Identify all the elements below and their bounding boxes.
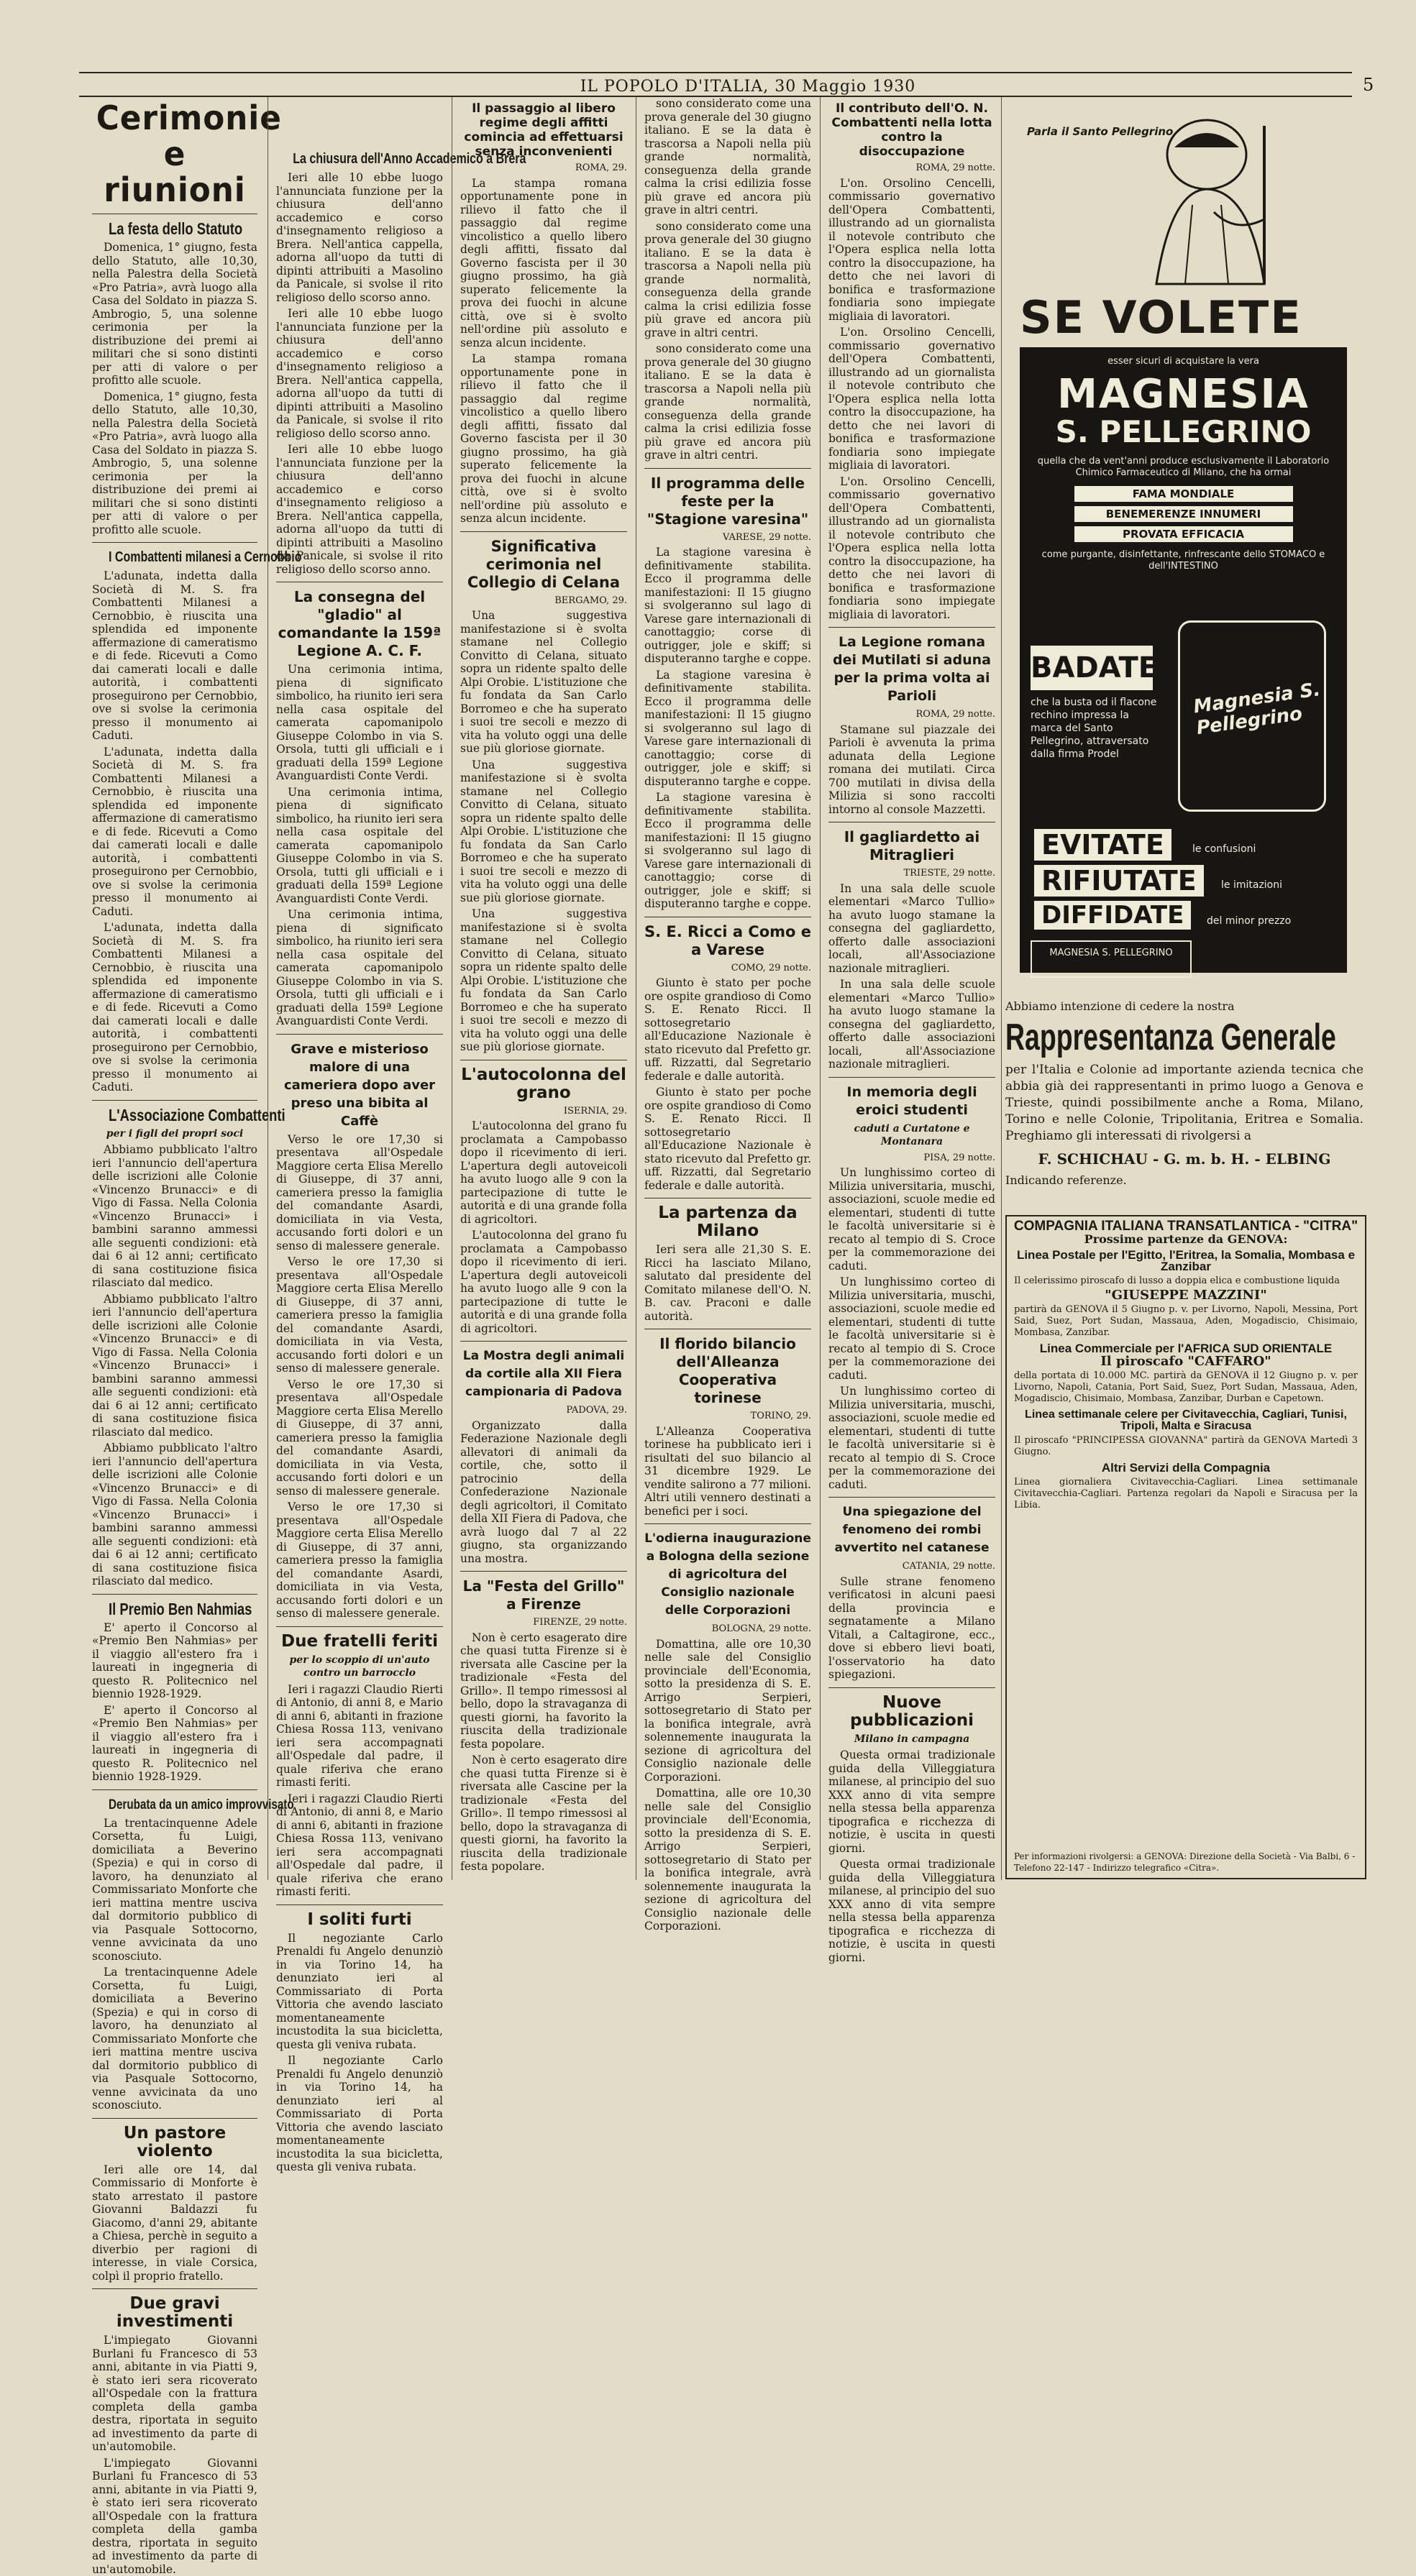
headline: L'Associazione Combattenti xyxy=(109,1106,241,1124)
ad-pill: PROVATA EFFICACIA xyxy=(1074,526,1293,542)
headline: Il programma delle feste per la "Stagione varesina" xyxy=(644,475,811,528)
article-body: La trentacinquenne Adele Corsetta, fu Luigi, domiciliata a Beverino (Spezia) e qui in corso di lavoro, ha denunziato al Commissariato Monforte che ieri mattina mentre usciva dal dormitorio pubblico di via Pasquale Sottocorno, venne avvicinata da uno sconosciuto. xyxy=(92,1966,257,2112)
headline: Derubata da un amico improvvisato xyxy=(109,1796,241,1814)
article-body: La stagione varesina è definitivamente stabilita. Ecco il programma delle manifestazioni: Il 15 giugno si svolgeranno sul lago di Varese gare internazionali di canottaggio; corse di outrigger, jole e skiff; si disputeranno targhe e coppe. xyxy=(644,669,811,789)
article-body: Giunto è stato per poche ore ospite grandioso di Como S. E. Renato Ricci. Il sottosegretario all'Educazione Nazionale è stato ricevuto dal Prefetto gr. uff. Rizzatti, dal Segretario federale e dalle autorità. xyxy=(644,976,811,1083)
column-rule xyxy=(820,97,821,1880)
article-body: Questa ormai tradizionale guida della Villeggiatura milanese, al principio del suo XXX anno di vita sempre nella stessa bella apparenza tipografica e ricchezza di notizie, è uscita in questi giorni. xyxy=(828,1748,995,1855)
citra-text: partirà da GENOVA il 5 Giugno p. v. per Livorno, Napoli, Messina, Port Said, Suez, Port Sudan, Massaua, Aden, Mogadiscio, Chisimaio, Mombasa, Zanzibar. xyxy=(1014,1304,1358,1339)
headline: La consegna del "gladio" al comandante la 159ª Legione A. C. F. xyxy=(276,588,443,660)
dateline: ISERNIA, 29. xyxy=(460,1105,627,1119)
subheadline: caduti a Curtatone e Montanara xyxy=(828,1122,995,1149)
dateline: PISA, 29 notte. xyxy=(828,1152,995,1165)
ad-note: Indicando referenze. xyxy=(1005,1173,1364,1187)
citra-ship: Il piroscafo "CAFFARO" xyxy=(1007,1356,1365,1367)
article-body: L'on. Orsolino Cencelli, commissario governativo dell'Opera Combattenti, illustrando ad un giornalista il notevole contributo che l'Opera esplica nella lotta contro la disoccupazione, ha detto che nei lavori di bonifica e trasformazione fondiaria sono impiegate migliaia di lavoratori. xyxy=(828,326,995,472)
citra-text: Linea giornaliera Civitavecchia-Cagliari. Linea settimanale Civitavecchia-Cagliari. Partenza regolari da Napoli e Siracusa per la Libia. xyxy=(1014,1477,1358,1511)
column-rule xyxy=(1001,97,1002,1880)
article-body: L'adunata, indetta dalla Società di M. S. fra Combattenti Milanesi a Cernobbio, è riuscita una splendida ed imponente affermazione di cameratismo e di fede. Ricevuti a Como dai camerati locali e dalle autorità, i combattenti proseguirono per Cernobbio, ove si svolse la cerimonia presso il monumento ai Caduti. xyxy=(92,569,257,743)
article-body: Un lunghissimo corteo di Milizia universitaria, muschi, associazioni, scuole medie ed elementari, studenti di tutte le facoltà universitarie si è recato al tempio di S. Croce per la commemorazione dei caduti. xyxy=(828,1385,995,1491)
headline: Due fratelli feriti xyxy=(276,1633,443,1651)
ad-pill: BENEMERENZE INNUMERI xyxy=(1074,506,1293,522)
column-1 xyxy=(92,97,257,1880)
article-body: In una sala delle scuole elementari «Marco Tullio» ha avuto luogo stamane la consegna del gagliardetto, offerto dalle associazioni locali, all'Associazione nazionale mitraglieri. xyxy=(828,978,995,1071)
headline: La festa dello Statuto xyxy=(109,220,241,238)
article-body: In una sala delle scuole elementari «Marco Tullio» ha avuto luogo stamane la consegna del gagliardetto, offerto dalle associazioni locali, all'Associazione nazionale mitraglieri. xyxy=(828,882,995,976)
headline: In memoria degli eroici studenti xyxy=(828,1083,995,1119)
article-body: Verso le ore 17,30 si presentava all'Ospedale Maggiore certa Elisa Merello di Giuseppe, di 37 anni, cameriera presso la famiglia del comandante Asardi, domiciliata in via Vesta, accusando forti dolori e un senso di malessere generale. xyxy=(276,1255,443,1375)
headline: Una spiegazione del fenomeno dei rombi avvertito nel catanese xyxy=(828,1503,995,1557)
article-body: Non è certo esagerato dire che quasi tutta Firenze si è riversata alle Cascine per la tradizionale «Festa del Grillo». Il tempo rimessosi al bello, dopo la stravaganza di questi giorni, ha favorito la riuscita della tradizionale festa popolare. xyxy=(460,1631,627,1751)
ad-title: Rappresentanza Generale xyxy=(1005,1017,1264,1058)
headline: La Mostra degli animali da cortile alla XII Fiera campionaria di Padova xyxy=(460,1347,627,1401)
dateline: ROMA, 29. xyxy=(460,162,627,175)
ad-firm: F. SCHICHAU - G. m. b. H. - ELBING xyxy=(1005,1150,1364,1168)
dateline: FIRENZE, 29 notte. xyxy=(460,1616,627,1630)
page-columns xyxy=(92,97,1364,1880)
article-body: L'on. Orsolino Cencelli, commissario governativo dell'Opera Combattenti, illustrando ad un giornalista il notevole contributo che l'Opera esplica nella lotta contro la disoccupazione, ha detto che nei lavori di bonifica e trasformazione fondiaria sono impiegate migliaia di lavoratori. xyxy=(828,177,995,324)
article-body: Verso le ore 17,30 si presentava all'Ospedale Maggiore certa Elisa Merello di Giuseppe, di 37 anni, cameriera presso la famiglia del comandante Asardi, domiciliata in via Vesta, accusando forti dolori e un senso di malessere generale. xyxy=(276,1500,443,1621)
headline: Il gagliardetto ai Mitraglieri xyxy=(828,828,995,864)
article-body: Il negoziante Carlo Prenaldi fu Angelo denunziò in via Torino 14, ha denunziato ieri al Commissariato di Porta Vittoria che avendo lasciato momentaneamente incustodita la sua bicicletta, questa gli veniva rubata. xyxy=(276,1932,443,2052)
article-body: La stampa romana opportunamente pone in rilievo il fatto che il passaggio dal regime vincolistico a quello libero degli affitti, fissato dal Governo fascista per il 30 giugno prossimo, ha già superato felicemente la prova dei fuochi in alcune città, ove si è svolto nell'ordine più assoluto e senza alcun incidente. xyxy=(460,177,627,350)
article-body: Domattina, alle ore 10,30 nelle sale del Consiglio provinciale dell'Economia, sotto la presidenza di S. E. Arrigo Serpieri, sottosegretario di Stato per la bonifica integrale, avrà solennemente inaugurata la sezione di agricoltura del Consiglio nazionale delle Corporazioni. xyxy=(644,1787,811,1933)
citra-ship: "GIUSEPPE MAZZINI" xyxy=(1007,1290,1365,1301)
headline: La Legione romana dei Mutilati si aduna per la prima volta ai Parioli xyxy=(828,633,995,705)
headline: La "Festa del Grillo" a Firenze xyxy=(460,1577,627,1613)
ad-intro: Abbiamo intenzione di cedere la nostra xyxy=(1005,999,1364,1013)
rappresentanza-advertisement xyxy=(1005,999,1364,1187)
headline: I soliti furti xyxy=(276,1911,443,1929)
article-body: Domattina, alle ore 10,30 nelle sale del Consiglio provinciale dell'Economia, sotto la presidenza di S. E. Arrigo Serpieri, sottosegretario di Stato per la bonifica integrale, avrà solennemente inaugurata la sezione di agricoltura del Consiglio nazionale delle Corporazioni. xyxy=(644,1638,811,1784)
dateline: CATANIA, 29 notte. xyxy=(828,1560,995,1574)
subheadline: per i figli dei propri soci xyxy=(92,1127,257,1141)
citra-title: COMPAGNIA ITALIANA TRANSATLANTICA - "CITRA" xyxy=(1007,1221,1365,1232)
ad-tagline: Parla il Santo Pellegrino xyxy=(1027,126,1173,138)
ad-product-box: MAGNESIA S. PELLEGRINO xyxy=(1031,940,1192,978)
ad-diffidate-suffix: del minor prezzo xyxy=(1207,915,1291,927)
article-body: Giunto è stato per poche ore ospite grandioso di Como S. E. Renato Ricci. Il sottosegretario all'Educazione Nazionale è stato ricevuto dal Prefetto gr. uff. Rizzatti, dal Segretario federale e dalle autorità. xyxy=(644,1086,811,1192)
magnesia-advertisement xyxy=(1005,97,1364,992)
article-body: L'autocolonna del grano fu proclamata a Campobasso dopo il ricevimento di ieri. L'apertura degli autoveicoli ha avuto luogo alle 9 con la partecipazione di tutte le autorità e di una grande folla di agricoltori. xyxy=(460,1119,627,1226)
citra-line: Altri Servizi della Compagnia xyxy=(1007,1462,1365,1474)
ad-badate: BADATE xyxy=(1031,646,1153,690)
article-body: Verso le ore 17,30 si presentava all'Ospedale Maggiore certa Elisa Merello di Giuseppe, di 37 anni, cameriera presso la famiglia del comandante Asardi, domiciliata in via Vesta, accusando forti dolori e un senso di malessere generale. xyxy=(276,1378,443,1498)
ad-description: come purgante, disinfettante, rinfrescante dello STOMACO e dell'INTESTINO xyxy=(1034,549,1333,572)
article-body: La stampa romana opportunamente pone in rilievo il fatto che il passaggio dal regime vincolistico a quello libero degli affitti, fissato dal Governo fascista per il 30 giugno prossimo, ha già superato felicemente la prova dei fuochi in alcune città, ove si è svolto nell'ordine più assoluto e senza alcun incidente. xyxy=(460,352,627,526)
ad-diffidate: DIFFIDATE xyxy=(1034,901,1191,930)
article-body: L'impiegato Giovanni Burlani fu Francesco di 53 anni, abitante in via Piatti 9, è stato ieri sera ricoverato all'Ospedale con la frattura completa della gamba destra, riportata in seguito ad investimento da parte di un'automobile. xyxy=(92,2334,257,2454)
dateline: TRIESTE, 29 notte. xyxy=(828,867,995,881)
article-body: Verso le ore 17,30 si presentava all'Ospedale Maggiore certa Elisa Merello di Giuseppe, di 37 anni, cameriera presso la famiglia del comandante Asardi, domiciliata in via Vesta, accusando forti dolori e un senso di malessere generale. xyxy=(276,1133,443,1253)
article-body: Una suggestiva manifestazione si è svolta stamane nel Collegio Convitto di Celana, situato sopra un ridente spalto delle Alpi Orobie. L'istituzione che fu fondata da San Carlo Borromeo e che ha superato i suoi tre secoli e mezzo di vita ha voluto oggi una delle sue più gloriose giornate. xyxy=(460,907,627,1054)
column-2 xyxy=(276,97,443,1880)
article-body: Abbiamo pubblicato l'altro ieri l'annuncio dell'apertura delle iscrizioni alle Colonie «Vincenzo Brunacci» e di Vigo di Fassa. Nella Colonia «Vincenzo Brunacci» i bambini saranno ammessi alle seguenti condizioni: età dai 6 ai 12 anni; certificato di sana costituzione fisica rilasciato dal medico. xyxy=(92,1441,257,1588)
article-body: L'autocolonna del grano fu proclamata a Campobasso dopo il ricevimento di ieri. L'apertura degli autoveicoli ha avuto luogo alle 9 con la partecipazione di tutte le autorità e di una grande folla di agricoltori. xyxy=(460,1229,627,1335)
article-body: Ieri alle ore 14, dal Commissario di Monforte è stato arrestato il pastore Giovanni Baldazzi fu Giacomo, d'anni 29, abitante a Chiesa, perchè in seguito a diverbio per ragioni di interesse, in viale Corsica, colpì il proprio fratello. xyxy=(92,2163,257,2283)
headline: La partenza da Milano xyxy=(644,1204,811,1240)
ad-brand: MAGNESIA xyxy=(1020,374,1347,416)
article-body: La trentacinquenne Adele Corsetta, fu Luigi, domiciliata a Beverino (Spezia) e qui in corso di lavoro, ha denunziato al Commissariato Monforte che ieri mattina mentre usciva dal dormitorio pubblico di via Pasquale Sottocorno, venne avvicinata da uno sconosciuto. xyxy=(92,1817,257,1963)
ad-brand-2: S. PELLEGRINO xyxy=(1020,416,1347,449)
headline: Significativa cerimonia nel Collegio di Celana xyxy=(460,538,627,592)
article-body: La stagione varesina è definitivamente stabilita. Ecco il programma delle manifestazioni: Il 15 giugno si svolgeranno sul lago di Varese gare internazionali di canottaggio; corse di outrigger, jole e skiff; si disputeranno targhe e coppe. xyxy=(644,546,811,666)
article-body: Una cerimonia intima, piena di significato simbolico, ha riunito ieri sera nella casa ospitale del camerata capomanipolo Giuseppe Colombo in via S. Orsola, tutti gli ufficiali e i graduati della 159ª Legione Avanguardisti Conte Verdi. xyxy=(276,786,443,906)
article-body: Ieri sera alle 21,30 S. E. Ricci ha lasciato Milano, salutato dal presidente del Comitato milanese dell'O. N. B. cav. Praconi e dalle autorità. xyxy=(644,1243,811,1323)
ad-body: per l'Italia e Colonie ad importante azienda tecnica che abbia già dei rappresentanti in primo luogo a Genova e Trieste, quindi possibilmente anche a Roma, Milano, Torino e nelle Colonie, Tripolitania, Eritrea e Somalia. Preghiamo gli interessati di rivolgersi a xyxy=(1005,1062,1364,1145)
article-body: Una cerimonia intima, piena di significato simbolico, ha riunito ieri sera nella casa ospitale del camerata capomanipolo Giuseppe Colombo in via S. Orsola, tutti gli ufficiali e i graduati della 159ª Legione Avanguardisti Conte Verdi. xyxy=(276,908,443,1028)
article-body: Ieri alle 10 ebbe luogo l'annunciata funzione per la chiusura dell'anno accademico e corso d'insegnamento religioso a Brera. Nell'antica cappella, adorna all'uopo da tutti di dipinti attribuiti a Masolino da Panicale, si svolse il rito religioso dello scorso anno. xyxy=(276,443,443,576)
article-body: sono considerato come una prova generale del 30 giugno italiano. E se la data è trascorsa a Napoli nella più grande normalità, conseguenza della grande calma la crisi edilizia fosse più grave ed ancora più grave in altri centri. xyxy=(644,342,811,462)
citra-advertisement xyxy=(1005,1215,1366,1879)
article-body: Una cerimonia intima, piena di significato simbolico, ha riunito ieri sera nella casa ospitale del camerata capomanipolo Giuseppe Colombo in via S. Orsola, tutti gli ufficiali e i graduati della 159ª Legione Avanguardisti Conte Verdi. xyxy=(276,663,443,783)
citra-line: Linea Postale per l'Egitto, l'Eritrea, la Somalia, Mombasa e Zanzibar xyxy=(1007,1250,1365,1273)
section-title: Cerimonie e riunioni xyxy=(96,100,254,208)
article-body: Domenica, 1° giugno, festa dello Statuto, alle 10,30, nella Palestra della Società «Pro Patria», avrà luogo alla Casa del Soldato in piazza S. Ambrogio, 5, una solenne cerimonia per la distribuzione dei premi ai militari che si sono distinti per atti di valore o per profitto alle scuole. xyxy=(92,241,257,388)
headline: L'autocolonna del grano xyxy=(460,1066,627,1102)
article-body: La stagione varesina è definitivamente stabilita. Ecco il programma delle manifestazioni: Il 15 giugno si svolgeranno sul lago di Varese gare internazionali di canottaggio; corse di outrigger, jole e skiff; si disputeranno targhe e coppe. xyxy=(644,791,811,911)
newspaper-title: IL POPOLO D'ITALIA, 30 Maggio 1930 xyxy=(547,78,949,96)
bottle-label: Magnesia S. Pellegrino xyxy=(1192,679,1327,739)
dateline: ROMA, 29 notte. xyxy=(828,162,995,175)
headline: La chiusura dell'Anno Accademico a Brera xyxy=(293,150,426,168)
citra-line: Linea Commerciale per l'AFRICA SUD ORIENTALE xyxy=(1007,1343,1365,1355)
dateline: BERGAMO, 29. xyxy=(460,595,627,608)
article-body: Una suggestiva manifestazione si è svolta stamane nel Collegio Convitto di Celana, situato sopra un ridente spalto delle Alpi Orobie. L'istituzione che fu fondata da San Carlo Borromeo e che ha superato i suoi tre secoli e mezzo di vita ha voluto oggi una delle sue più gloriose giornate. xyxy=(460,609,627,756)
page-number: 5 xyxy=(1363,75,1374,95)
headline: L'odierna inaugurazione a Bologna della sezione di agricoltura del Consiglio nazionale delle Corporazioni xyxy=(644,1530,811,1620)
ad-rifiutate: RIFIUTATE xyxy=(1034,865,1204,897)
citra-text: Il celerissimo piroscafo di lusso a doppia elica e combustione liquida xyxy=(1014,1275,1358,1287)
ad-pill: FAMA MONDIALE xyxy=(1074,486,1293,502)
citra-text: Il piroscafo "PRINCIPESSA GIOVANNA" partirà da GENOVA Martedì 3 Giugno. xyxy=(1014,1435,1358,1458)
article-body: Ieri i ragazzi Claudio Rierti di Antonio, di anni 8, e Mario di anni 6, abitanti in frazione Chiesa Rossa 113, venivano ieri sera accompagnati all'Ospedale dal padre, il quale riferiva che erano rimasti feriti. xyxy=(276,1792,443,1899)
article-body: Un lunghissimo corteo di Milizia universitaria, muschi, associazioni, scuole medie ed elementari, studenti di tutte le facoltà universitarie si è recato al tempio di S. Croce per la commemorazione dei caduti. xyxy=(828,1166,995,1273)
headline: S. E. Ricci a Como e a Varese xyxy=(644,923,811,959)
dateline: BOLOGNA, 29 notte. xyxy=(644,1623,811,1636)
article-body: sono considerato come una prova generale del 30 giugno italiano. E se la data è trascorsa a Napoli nella più grande normalità, conseguenza della grande calma la crisi edilizia fosse più grave ed ancora più grave in altri centri. xyxy=(644,220,811,340)
headline: Grave e misterioso malore di una cameriera dopo aver preso una bibita al Caffè xyxy=(276,1040,443,1130)
headline: Nuove pubblicazioni xyxy=(828,1694,995,1730)
article-body: Una suggestiva manifestazione si è svolta stamane nel Collegio Convitto di Celana, situato sopra un ridente spalto delle Alpi Orobie. L'istituzione che fu fondata da San Carlo Borromeo e che ha superato i suoi tre secoli e mezzo di vita ha voluto oggi una delle sue più gloriose giornate. xyxy=(460,758,627,905)
article-body: E' aperto il Concorso al «Premio Ben Nahmias» per il viaggio all'estero fra i laureati in ingegneria di questo R. Politecnico nel biennio 1928-1929. xyxy=(92,1621,257,1701)
article-body: Abbiamo pubblicato l'altro ieri l'annuncio dell'apertura delle iscrizioni alle Colonie «Vincenzo Brunacci» e di Vigo di Fassa. Nella Colonia «Vincenzo Brunacci» i bambini saranno ammessi alle seguenti condizioni: età dai 6 ai 12 anni; certificato di sana costituzione fisica rilasciato dal medico. xyxy=(92,1143,257,1290)
article-body: Domenica, 1° giugno, festa dello Statuto, alle 10,30, nella Palestra della Società «Pro Patria», avrà luogo alla Casa del Soldato in piazza S. Ambrogio, 5, una solenne cerimonia per la distribuzione dei premi ai militari che si sono distinti per atti di valore o per profitto alle scuole. xyxy=(92,390,257,537)
article-body: Abbiamo pubblicato l'altro ieri l'annuncio dell'apertura delle iscrizioni alle Colonie «Vincenzo Brunacci» e di Vigo di Fassa. Nella Colonia «Vincenzo Brunacci» i bambini saranno ammessi alle seguenti condizioni: età dai 6 ai 12 anni; certificato di sana costituzione fisica rilasciato dal medico. xyxy=(92,1293,257,1439)
article-body: L'impiegato Giovanni Burlani fu Francesco di 53 anni, abitante in via Piatti 9, è stato ieri sera ricoverato all'Ospedale con la frattura completa della gamba destra, riportata in seguito ad investimento da parte di un'automobile. xyxy=(92,2457,257,2576)
bottle-icon xyxy=(1178,620,1326,812)
dateline: PADOVA, 29. xyxy=(460,1404,627,1418)
article-body: L'on. Orsolino Cencelli, commissario governativo dell'Opera Combattenti, illustrando ad un giornalista il notevole contributo che l'Opera esplica nella lotta contro la disoccupazione, ha detto che nei lavori di bonifica e trasformazione fondiaria sono impiegate migliaia di lavoratori. xyxy=(828,475,995,622)
ad-evitate-suffix: le confusioni xyxy=(1192,843,1256,855)
column-5 xyxy=(828,97,995,1880)
article-body: L'adunata, indetta dalla Società di M. S. fra Combattenti Milanesi a Cernobbio, è riuscita una splendida ed imponente affermazione di cameratismo e di fede. Ricevuti a Como dai camerati locali e dalle autorità, i combattenti proseguirono per Cernobbio, ove si svolse la cerimonia presso il monumento ai Caduti. xyxy=(92,921,257,1094)
article-body: sono considerato come una prova generale del 30 giugno italiano. E se la data è trascorsa a Napoli nella più grande normalità, conseguenza della grande calma la crisi edilizia fosse più grave ed ancora più grave in altri centri. xyxy=(644,97,811,217)
headline: Il passaggio al libero regime degli affitti comincia ad effettuarsi senza inconvenienti xyxy=(460,101,627,159)
headline: Il florido bilancio dell'Alleanza Cooperativa torinese xyxy=(644,1335,811,1407)
headline: I Combattenti milanesi a Cernobbio xyxy=(109,549,241,567)
article-body: Ieri alle 10 ebbe luogo l'annunciata funzione per la chiusura dell'anno accademico e corso d'insegnamento religioso a Brera. Nell'antica cappella, adorna all'uopo da tutti di dipinti attribuiti a Masolino da Panicale, si svolse il rito religioso dello scorso anno. xyxy=(276,307,443,440)
article-body: Il negoziante Carlo Prenaldi fu Angelo denunziò in via Torino 14, ha denunziato ieri al Commissariato di Porta Vittoria che avendo lasciato momentaneamente incustodita la sua bicicletta, questa gli veniva rubata. xyxy=(276,2054,443,2174)
article-body: E' aperto il Concorso al «Premio Ben Nahmias» per il viaggio all'estero fra i laureati in ingegneria di questo R. Politecnico nel biennio 1928-1929. xyxy=(92,1704,257,1784)
ad-line: esser sicuri di acquistare la vera xyxy=(1020,356,1347,367)
ad-rifiutate-suffix: le imitazioni xyxy=(1221,879,1282,891)
dateline: TORINO, 29. xyxy=(644,1410,811,1424)
ad-panel xyxy=(1020,347,1347,973)
article-body: Organizzato dalla Federazione Nazionale degli allevatori di animali da cortile, che, sotto il patrocinio della Confederazione Nazionale degli agricoltori, il Comitato della XII Fiera di Padova, che avrà luogo dal 7 al 22 giugno, sta organizzando una mostra. xyxy=(460,1419,627,1566)
citra-footer: Per informazioni rivolgersi: a GENOVA: Direzione della Società - Via Balbi, 6 - Telefono 22-147 - Indirizzo telegrafico «Citra». xyxy=(1014,1851,1358,1874)
article-body: L'adunata, indetta dalla Società di M. S. fra Combattenti Milanesi a Cernobbio, è riuscita una splendida ed imponente affermazione di cameratismo e di fede. Ricevuti a Como dai camerati locali e dalle autorità, i combattenti proseguirono per Cernobbio, ove si svolse la cerimonia presso il monumento ai Caduti. xyxy=(92,746,257,919)
headline: Il Premio Ben Nahmias xyxy=(109,1600,241,1618)
ad-evitate: EVITATE xyxy=(1034,829,1171,861)
dateline: ROMA, 29 notte. xyxy=(828,708,995,722)
article-body: L'Alleanza Cooperativa torinese ha pubblicato ieri i risultati del suo bilancio al 31 dicembre 1929. Le vendite salirono a 77 milioni. Altri utili vennero destinati a benefici per i soci. xyxy=(644,1425,811,1518)
citra-line: Linea settimanale celere per Civitavecchia, Cagliari, Tunisi, Tripoli, Malta e Siracusa xyxy=(1007,1409,1365,1432)
ad-headline: SE VOLETE xyxy=(1020,291,1302,344)
citra-text: della portata di 10.000 MC. partirà da GENOVA il 12 Giugno p. v. per Livorno, Napoli, Catania, Port Said, Suez, Port Sudan, Massaua, Aden, Mogadiscio, Chisimaio, Mombasa, Zanzibar, Durban e Capetown. xyxy=(1014,1370,1358,1405)
article-body: Ieri i ragazzi Claudio Rierti di Antonio, di anni 8, e Mario di anni 6, abitanti in frazione Chiesa Rossa 113, venivano ieri sera accompagnati all'Ospedale dal padre, il quale riferiva che erano rimasti feriti. xyxy=(276,1683,443,1789)
column-4 xyxy=(644,97,811,1880)
article-body: Ieri alle 10 ebbe luogo l'annunciata funzione per la chiusura dell'anno accademico e corso d'insegnamento religioso a Brera. Nell'antica cappella, adorna all'uopo da tutti di dipinti attribuiti a Masolino da Panicale, si svolse il rito religioso dello scorso anno. xyxy=(276,171,443,304)
dateline: VARESE, 29 notte. xyxy=(644,531,811,545)
article-body: Sulle strane fenomeno verificatosi in alcuni paesi della provincia e segnatamente a Milano Vitali, a Caltagirone, ecc., dove si ebbero lievi boati, l'osservatorio ha dato spiegazioni. xyxy=(828,1575,995,1682)
subheadline: per lo scoppio di un'auto contro un barrocclo xyxy=(276,1654,443,1680)
article-body: Stamane sul piazzale dei Parioli è avvenuta la prima adunata della Legione romana dei mutilati. Circa 700 mutilati in divisa della Milizia si sono raccolti intorno al console Mazzetti. xyxy=(828,723,995,817)
headline: Il contributo dell'O. N. Combattenti nella lotta contro la disoccupazione xyxy=(828,101,995,159)
ad-badate-text: che la busta od il flacone rechino impressa la marca del Santo Pellegrino, attraversato dalla firma Prodel xyxy=(1031,696,1164,761)
citra-subtitle: Prossime partenze da GENOVA: xyxy=(1007,1234,1365,1245)
article-body: Non è certo esagerato dire che quasi tutta Firenze si è riversata alle Cascine per la tradizionale «Festa del Grillo». Il tempo rimessosi al bello, dopo la stravaganza di questi giorni, ha favorito la riuscita della tradizionale festa popolare. xyxy=(460,1754,627,1874)
masthead xyxy=(0,0,1416,93)
column-3 xyxy=(460,97,627,1880)
article-body: Questa ormai tradizionale guida della Villeggiatura milanese, al principio del suo XXX anno di vita sempre nella stessa bella apparenza tipografica e ricchezza di notizie, è uscita in questi giorni. xyxy=(828,1858,995,1964)
subheadline: Milano in campagna xyxy=(828,1733,995,1746)
ad-description: quella che da vent'anni produce esclusivamente il Laboratorio Chimico Farmaceutico di Milano, che ha ormai xyxy=(1034,456,1333,479)
headline: Un pastore violento xyxy=(92,2124,257,2160)
dateline: COMO, 29 notte. xyxy=(644,962,811,976)
article-body: Un lunghissimo corteo di Milizia universitaria, muschi, associazioni, scuole medie ed elementari, studenti di tutte le facoltà universitarie si è recato al tempio di S. Croce per la commemorazione dei caduti. xyxy=(828,1275,995,1382)
headline: Due gravi investimenti xyxy=(92,2295,257,2331)
